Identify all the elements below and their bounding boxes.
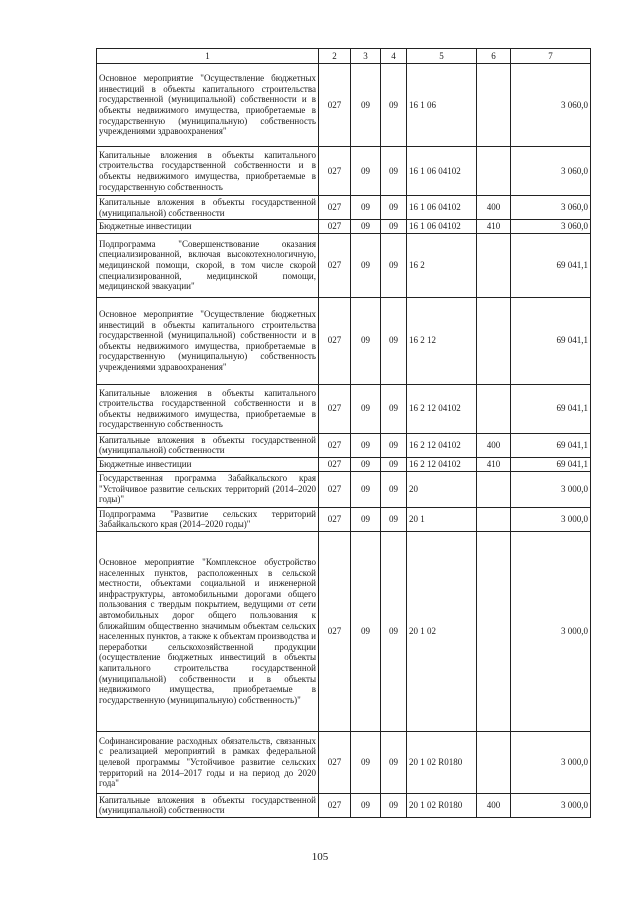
- amount-cell: 3 060,0: [511, 147, 591, 196]
- ministry-code-cell: 027: [319, 531, 351, 731]
- table-header-row: [97, 49, 591, 64]
- amount-cell: 69 041,1: [511, 384, 591, 433]
- subsection-code-cell: 09: [381, 64, 407, 147]
- subsection-code-cell: 09: [381, 471, 407, 507]
- subsection-code-cell: 09: [381, 297, 407, 384]
- section-code-cell: 09: [351, 457, 381, 471]
- section-code-cell: 09: [351, 507, 381, 531]
- expense-name-cell: Софинансирование расходных обязательств, связанных с реализацией мероприятий в рамках федеральной целевой программы "Устойчивое развитие сельских территорий на 2014–2017 годы и на период до 2020 года": [97, 731, 319, 793]
- section-code-cell: 09: [351, 196, 381, 220]
- ministry-code-cell: 027: [319, 384, 351, 433]
- subsection-code-cell: 09: [381, 731, 407, 793]
- amount-cell: 3 000,0: [511, 731, 591, 793]
- expense-name-cell: Бюджетные инвестиции: [97, 457, 319, 471]
- column-header-4: 4: [381, 49, 407, 64]
- table-row: [97, 64, 591, 147]
- amount-cell: 3 000,0: [511, 507, 591, 531]
- expense-type-cell: 410: [477, 457, 511, 471]
- expense-name-cell: Бюджетные инвестиции: [97, 220, 319, 234]
- section-code-cell: 09: [351, 471, 381, 507]
- expense-type-cell: [477, 531, 511, 731]
- section-code-cell: 09: [351, 793, 381, 817]
- column-header-3: 3: [351, 49, 381, 64]
- expense-name-cell: Капитальные вложения в объекты государственной (муниципальной) собственности: [97, 793, 319, 817]
- amount-cell: 69 041,1: [511, 297, 591, 384]
- section-code-cell: 09: [351, 531, 381, 731]
- table-row: [97, 507, 591, 531]
- subsection-code-cell: 09: [381, 457, 407, 471]
- ministry-code-cell: 027: [319, 147, 351, 196]
- target-article-cell: 20: [407, 471, 477, 507]
- ministry-code-cell: 027: [319, 297, 351, 384]
- expense-type-cell: 400: [477, 793, 511, 817]
- column-header-1: 1: [97, 49, 319, 64]
- expense-type-cell: [477, 507, 511, 531]
- expense-name-cell: Основное мероприятие "Осуществление бюджетных инвестиций в объекты капитального строительства государственной (муниципальной) собственности и в объекты недвижимого имущества, приобретаемые в государственную (муниципальную) собственность учреждениями здравоохранения": [97, 64, 319, 147]
- expense-name-cell: Подпрограмма "Совершенствование оказания специализированной, включая высокотехнологичную, медицинской помощи, скорой, в том числе скорой специализированной, медицинской помощи, медицинской эвакуации": [97, 233, 319, 297]
- table-row: [97, 471, 591, 507]
- subsection-code-cell: 09: [381, 531, 407, 731]
- expense-type-cell: 400: [477, 433, 511, 457]
- amount-cell: 3 060,0: [511, 64, 591, 147]
- column-header-6: 6: [477, 49, 511, 64]
- subsection-code-cell: 09: [381, 147, 407, 196]
- expense-type-cell: 400: [477, 196, 511, 220]
- ministry-code-cell: 027: [319, 471, 351, 507]
- subsection-code-cell: 09: [381, 233, 407, 297]
- expense-name-cell: Капитальные вложения в объекты капитального строительства государственной собственности и в объекты недвижимого имущества, приобретаемые в государственную собственность: [97, 384, 319, 433]
- target-article-cell: 20 1 02 R0180: [407, 793, 477, 817]
- amount-cell: 3 060,0: [511, 196, 591, 220]
- expense-type-cell: [477, 64, 511, 147]
- expense-name-cell: Капитальные вложения в объекты капитального строительства государственной собственности и в объекты недвижимого имущества, приобретаемые в государственную собственность: [97, 147, 319, 196]
- ministry-code-cell: 027: [319, 457, 351, 471]
- target-article-cell: 20 1 02 R0180: [407, 731, 477, 793]
- target-article-cell: 20 1: [407, 507, 477, 531]
- target-article-cell: 16 2 12 04102: [407, 433, 477, 457]
- table-row: [97, 196, 591, 220]
- expense-type-cell: [477, 147, 511, 196]
- target-article-cell: 16 2 12 04102: [407, 384, 477, 433]
- table-row: [97, 457, 591, 471]
- budget-table: [96, 48, 591, 818]
- amount-cell: 3 000,0: [511, 793, 591, 817]
- section-code-cell: 09: [351, 220, 381, 234]
- section-code-cell: 09: [351, 233, 381, 297]
- ministry-code-cell: 027: [319, 731, 351, 793]
- expense-name-cell: Подпрограмма "Развитие сельских территорий Забайкальского края (2014–2020 годы)": [97, 507, 319, 531]
- expense-name-cell: Государственная программа Забайкальского края "Устойчивое развитие сельских территорий (2014–2020 годы)": [97, 471, 319, 507]
- page-number: 105: [311, 851, 329, 863]
- expense-type-cell: [477, 731, 511, 793]
- subsection-code-cell: 09: [381, 196, 407, 220]
- amount-cell: 3 000,0: [511, 531, 591, 731]
- target-article-cell: 20 1 02: [407, 531, 477, 731]
- ministry-code-cell: 027: [319, 196, 351, 220]
- subsection-code-cell: 09: [381, 220, 407, 234]
- ministry-code-cell: 027: [319, 793, 351, 817]
- expense-name-cell: Капитальные вложения в объекты государственной (муниципальной) собственности: [97, 433, 319, 457]
- target-article-cell: 16 2: [407, 233, 477, 297]
- table-row: [97, 233, 591, 297]
- column-header-2: 2: [319, 49, 351, 64]
- budget-table-page: [96, 48, 591, 818]
- target-article-cell: 16 2 12 04102: [407, 457, 477, 471]
- section-code-cell: 09: [351, 384, 381, 433]
- amount-cell: 3 000,0: [511, 471, 591, 507]
- column-header-5: 5: [407, 49, 477, 64]
- subsection-code-cell: 09: [381, 793, 407, 817]
- amount-cell: 69 041,1: [511, 433, 591, 457]
- column-header-7: 7: [511, 49, 591, 64]
- expense-type-cell: [477, 233, 511, 297]
- section-code-cell: 09: [351, 64, 381, 147]
- table-row: [97, 793, 591, 817]
- expense-type-cell: [477, 297, 511, 384]
- target-article-cell: 16 1 06: [407, 64, 477, 147]
- expense-type-cell: [477, 471, 511, 507]
- subsection-code-cell: 09: [381, 507, 407, 531]
- expense-name-cell: Основное мероприятие "Осуществление бюджетных инвестиций в объекты капитального строительства государственной (муниципальной) собственности и в объекты недвижимого имущества, приобретаемые в государственную (муниципальную) собственность учреждениями здравоохранения": [97, 297, 319, 384]
- ministry-code-cell: 027: [319, 220, 351, 234]
- target-article-cell: 16 1 06 04102: [407, 220, 477, 234]
- section-code-cell: 09: [351, 731, 381, 793]
- section-code-cell: 09: [351, 147, 381, 196]
- table-row: [97, 731, 591, 793]
- section-code-cell: 09: [351, 433, 381, 457]
- table-row: [97, 531, 591, 731]
- target-article-cell: 16 2 12: [407, 297, 477, 384]
- amount-cell: 69 041,1: [511, 233, 591, 297]
- table-row: [97, 433, 591, 457]
- ministry-code-cell: 027: [319, 507, 351, 531]
- table-row: [97, 147, 591, 196]
- ministry-code-cell: 027: [319, 433, 351, 457]
- table-row: [97, 220, 591, 234]
- subsection-code-cell: 09: [381, 384, 407, 433]
- ministry-code-cell: 027: [319, 233, 351, 297]
- section-code-cell: 09: [351, 297, 381, 384]
- table-row: [97, 384, 591, 433]
- ministry-code-cell: 027: [319, 64, 351, 147]
- amount-cell: 3 060,0: [511, 220, 591, 234]
- expense-name-cell: Основное мероприятие "Комплексное обустройство населенных пунктов, расположенных в сельской местности, объектами социальной и инженерной инфраструктуры, автомобильными дорогами общего пользования с твердым покрытием, ведущими от сети автомобильных дорог общего пользования к ближайшим общественно значимым объектам сельских населенных пунктов, а также к объектам производства и переработки сельскохозяйственной продукции (осуществление бюджетных инвестиций в объекты капитального строительства государственной (муниципальной) собственности и в объекты недвижимого имущества, приобретаемые в государственную (муниципальную) собственность)": [97, 531, 319, 731]
- expense-name-cell: Капитальные вложения в объекты государственной (муниципальной) собственности: [97, 196, 319, 220]
- subsection-code-cell: 09: [381, 433, 407, 457]
- target-article-cell: 16 1 06 04102: [407, 196, 477, 220]
- expense-type-cell: [477, 384, 511, 433]
- expense-type-cell: 410: [477, 220, 511, 234]
- table-row: [97, 297, 591, 384]
- target-article-cell: 16 1 06 04102: [407, 147, 477, 196]
- amount-cell: 69 041,1: [511, 457, 591, 471]
